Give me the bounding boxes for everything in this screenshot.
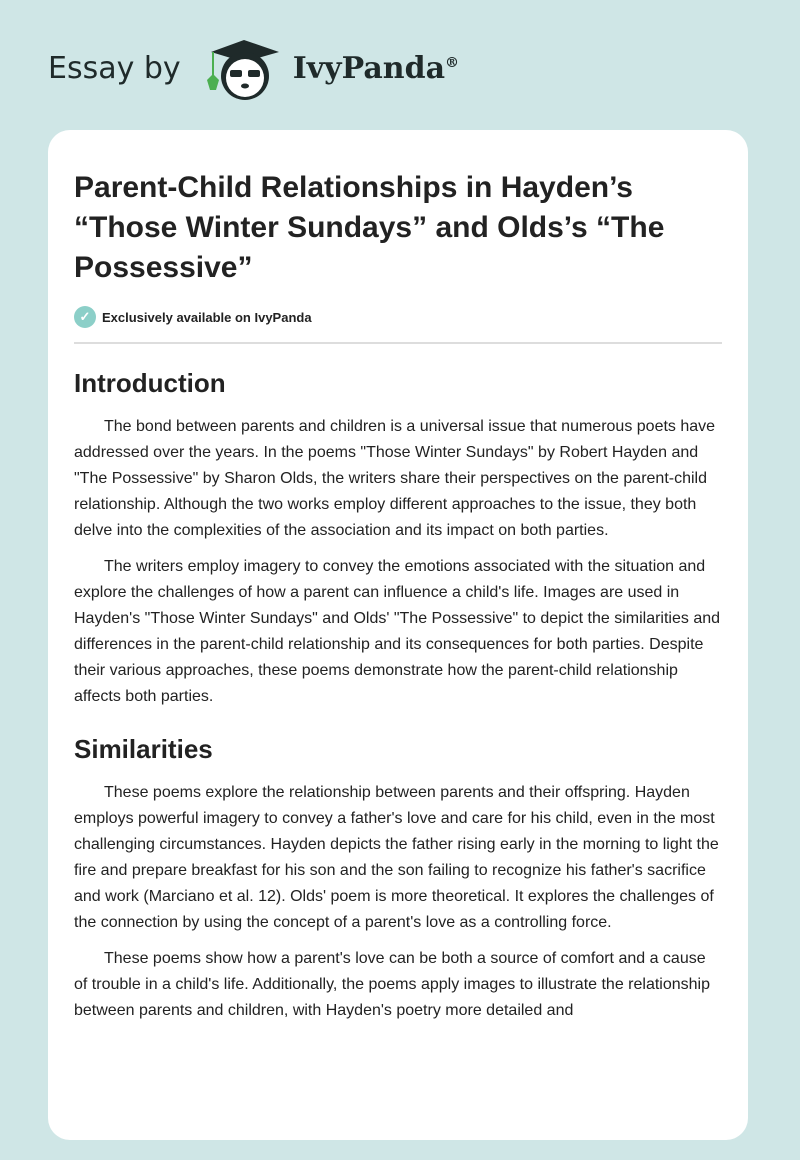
essay-title: Parent-Child Relationships in Hayden’s “Those Winter Sundays” and Olds’s “The Possessive”: [74, 171, 665, 284]
paragraph: These poems show how a parent's love can be both a source of comfort and a cause of trouble in a child's life. Additionally, the poems apply images to illustrate the relationship between parents and children, with Hayden's poetry more detailed and: [74, 950, 710, 1019]
check-icon: ✓: [74, 306, 96, 328]
exclusive-badge: [74, 306, 722, 328]
paragraph: The writers employ imagery to convey the emotions associated with the situation and explore the challenges of how a parent can influence a child's life. Images are used in Hayden's "Those Winter Sundays" and Olds' "The Possessive" to depict the similarities and differences in the parent-child relationship and its consequences for both parties. Despite their various approaches, these poems demonstrate how the parent-child relationship affects both parties.: [74, 558, 721, 705]
panda-logo-icon: [201, 34, 287, 102]
site-header: [48, 36, 459, 100]
brand-name: IvyPanda®: [292, 50, 460, 86]
section-heading: Introduction: [74, 368, 226, 398]
essay-card: [48, 130, 748, 1140]
paragraph: The bond between parents and children is a universal issue that numerous poets have addressed over the years. In the poems "Those Winter Sundays" by Robert Hayden and "The Possessive" by Sharon Olds, the writers share their perspectives on the parent-child relationship. Although the two works employ different approaches to the issue, they both delve into the complexities of the association and its impact on both parties.: [74, 418, 716, 539]
exclusive-label: Exclusively available on IvyPanda: [102, 309, 312, 325]
section-heading: Similarities: [74, 734, 213, 764]
paragraph: These poems explore the relationship between parents and their offspring. Hayden employs powerful imagery to convey a father's love and care for his child, even in the most challenging circumstances. Hayden depicts the father rising early in the morning to light the fire and prepare breakfast for his son and the son failing to recognize his father's sacrifice and work (Marciano et al. 12). Olds' poem is more theoretical. It explores the challenges of the connection by using the concept of a parent's love as a controlling force.: [74, 784, 719, 931]
essay-by-label: Essay by: [48, 50, 181, 86]
divider: [74, 342, 722, 344]
